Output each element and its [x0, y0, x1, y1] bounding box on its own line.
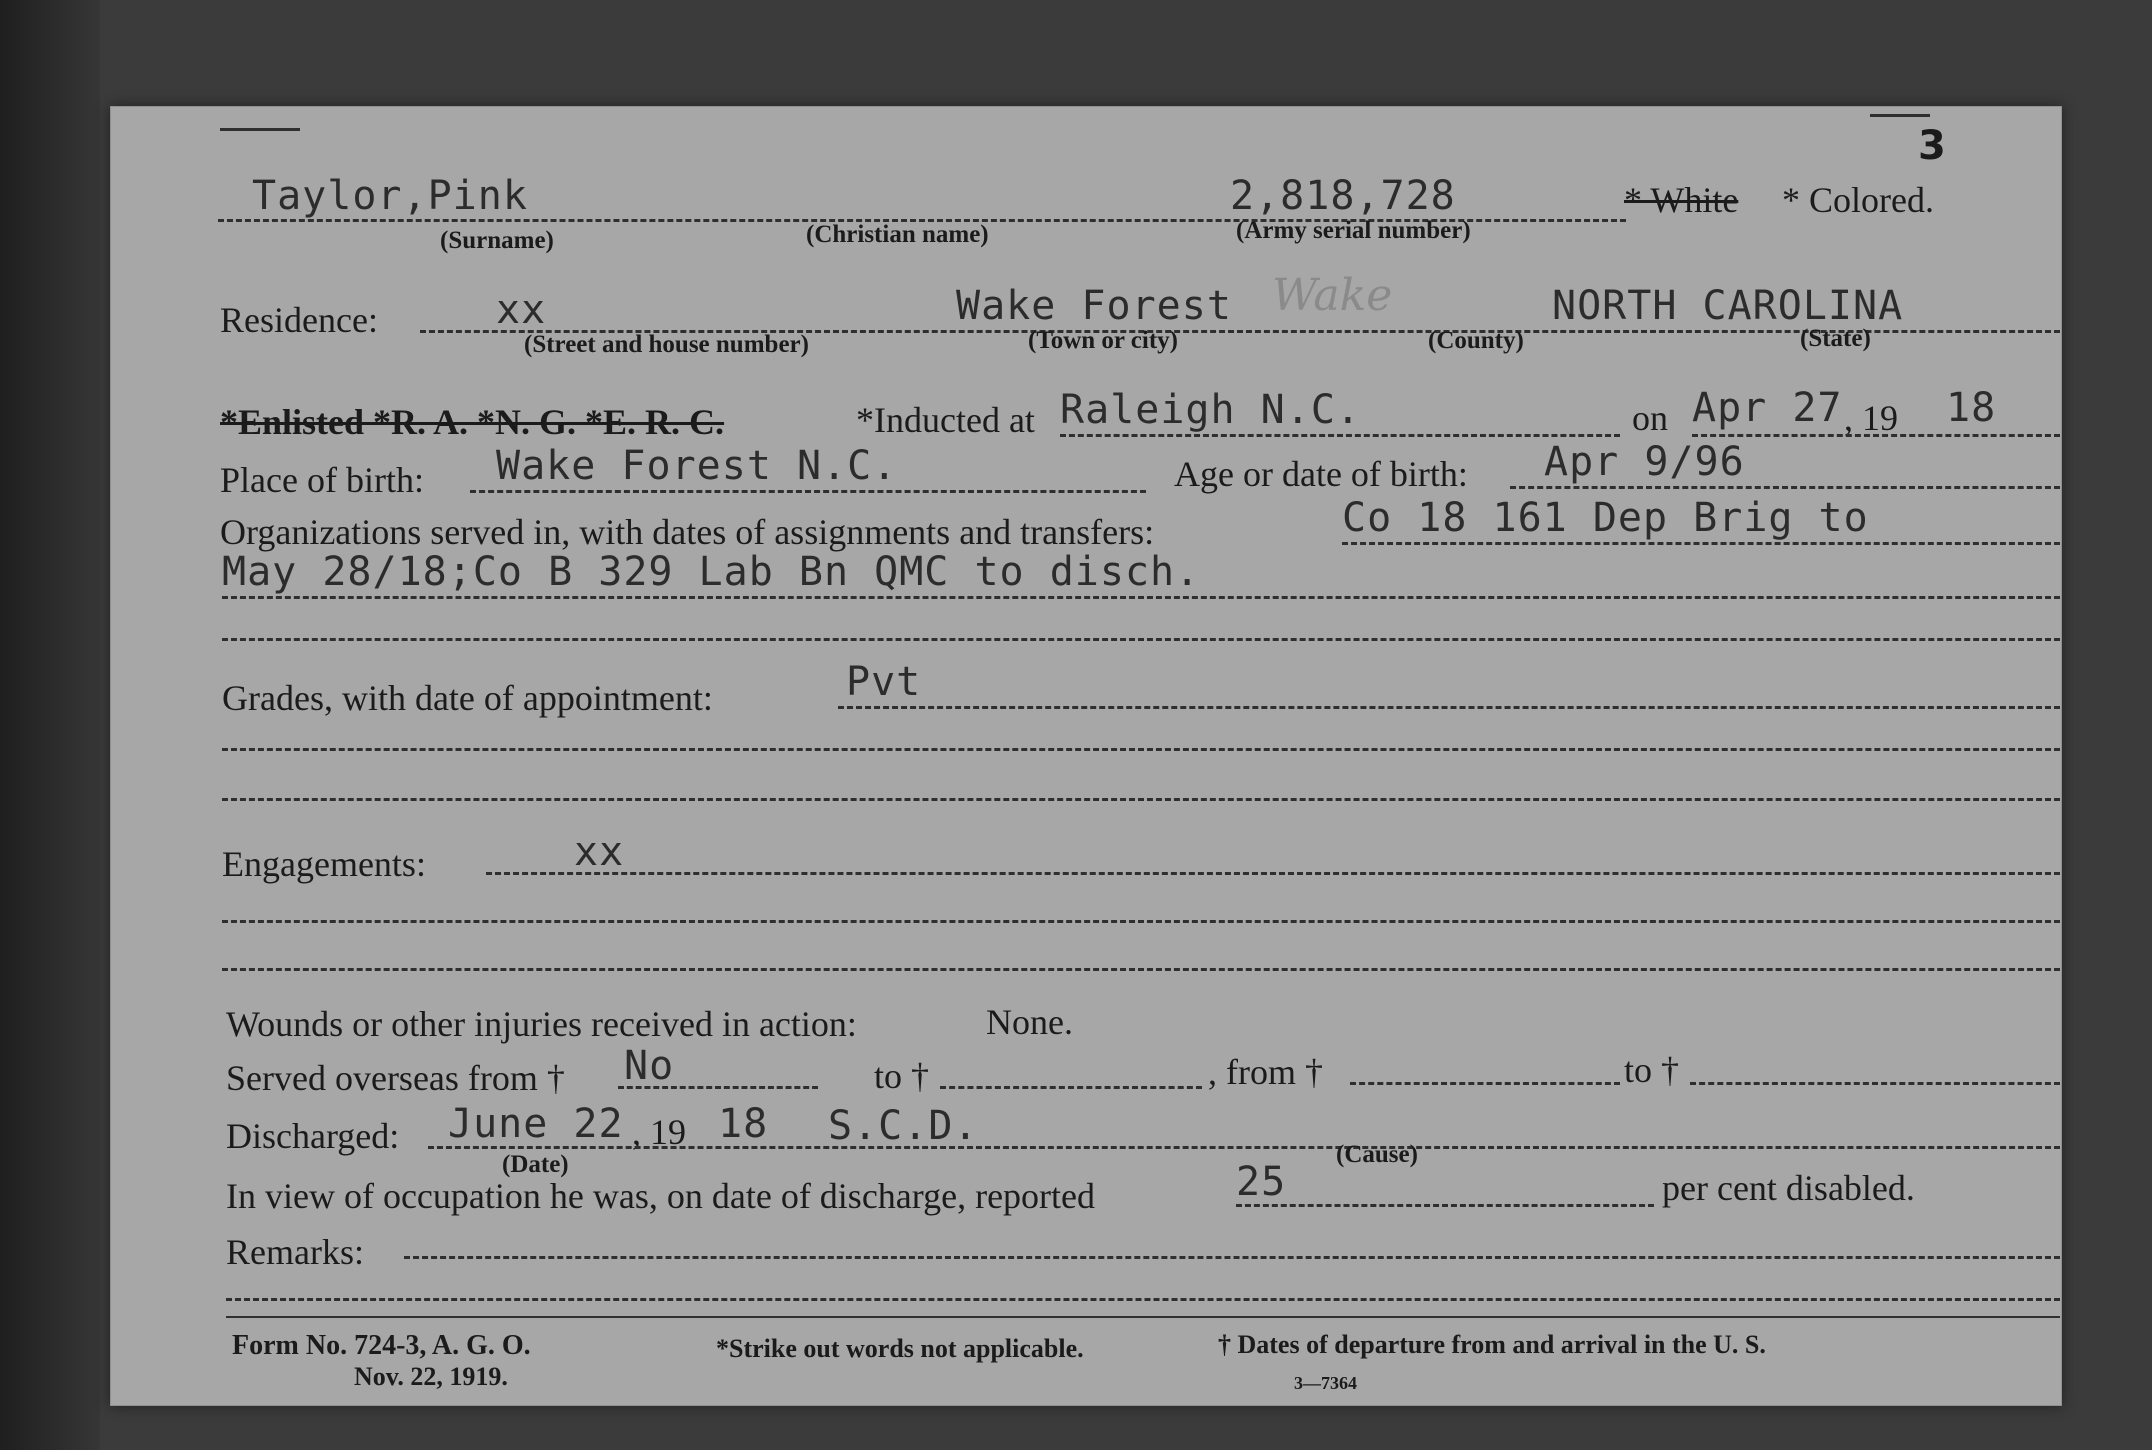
wounds-value: None.	[986, 1002, 1073, 1042]
organizations-line1: Co 18 161 Dep Brig to	[1342, 495, 1869, 541]
engagements-line2	[222, 920, 2060, 923]
inducted-date: Apr 27	[1692, 385, 1843, 431]
overseas-to1-line	[940, 1086, 1202, 1089]
organizations-line1-rule	[1342, 542, 2060, 545]
remarks-line1	[404, 1256, 2060, 1259]
remarks-label: Remarks:	[226, 1232, 364, 1272]
microfilm-border	[0, 0, 100, 1450]
name-value: Taylor,Pink	[252, 173, 528, 219]
birth-date-label: Age or date of birth:	[1174, 454, 1468, 494]
serial-value: 2,818,728	[1230, 173, 1456, 219]
disability-suffix: per cent disabled.	[1662, 1168, 1915, 1208]
overseas-to1-label: to †	[874, 1056, 930, 1096]
organizations-line3-rule	[222, 638, 2060, 641]
enlistment-struck: *Enlisted *R. A. *N. G. *E. R. C.	[220, 402, 725, 442]
discharge-line	[428, 1146, 2060, 1149]
engagements-label: Engagements:	[222, 844, 426, 884]
race-colored: * Colored.	[1782, 180, 1934, 220]
footer-form-date: Nov. 22, 1919.	[354, 1362, 508, 1391]
discharge-year: 18	[718, 1101, 769, 1147]
residence-label: Residence:	[220, 300, 378, 340]
discharge-year-prefix: , 19	[632, 1112, 686, 1152]
disability-line	[1236, 1204, 1654, 1207]
corner-mark-right	[1870, 114, 1930, 117]
footer-print-code: 3—7364	[1294, 1373, 1357, 1393]
overseas-value: No	[624, 1043, 675, 1089]
grades-label: Grades, with date of appointment:	[222, 678, 713, 718]
caption-christian: (Christian name)	[806, 221, 989, 248]
organizations-label: Organizations served in, with dates of assignments and transfers:	[220, 512, 1155, 552]
overseas-label: Served overseas from †	[226, 1058, 565, 1098]
birth-date-value: Apr 9/96	[1544, 439, 1745, 485]
corner-mark-left	[220, 128, 300, 131]
inducted-line	[1060, 434, 1620, 437]
birth-place-label: Place of birth:	[220, 460, 424, 500]
engagements-line1	[486, 872, 2060, 875]
remarks-line2	[226, 1298, 2060, 1301]
caption-street: (Street and house number)	[524, 331, 809, 358]
overseas-to2-line	[1690, 1082, 2060, 1085]
inducted-date-line	[1692, 434, 2060, 437]
grades-line3	[222, 798, 2060, 801]
engagements-line3	[222, 968, 2060, 971]
grades-value: Pvt	[846, 659, 922, 705]
discharge-date: June 22	[448, 1101, 624, 1147]
inducted-year-prefix: , 19	[1844, 398, 1898, 438]
discharged-label: Discharged:	[226, 1116, 400, 1156]
caption-serial: (Army serial number)	[1236, 217, 1471, 244]
footer-form-number: Form No. 724-3, A. G. O.	[232, 1330, 531, 1361]
organizations-line2-rule	[222, 596, 2060, 599]
engagements-value: xx	[574, 829, 625, 875]
caption-cause: (Cause)	[1336, 1141, 1418, 1168]
residence-county-handwritten: Wake	[1272, 270, 1393, 321]
caption-town: (Town or city)	[1028, 327, 1178, 354]
disability-value: 25	[1236, 1159, 1287, 1205]
inducted-year: 18	[1946, 385, 1997, 431]
overseas-from-line	[618, 1086, 818, 1089]
footer-rule	[226, 1316, 2060, 1318]
race-white: * White	[1624, 180, 1739, 220]
inducted-place: Raleigh N.C.	[1060, 387, 1361, 433]
footer-dagger-note: † Dates of departure from and arrival in the U. S.	[1218, 1330, 1766, 1359]
disability-label: In view of occupation he was, on date of discharge, reported	[226, 1176, 1096, 1216]
caption-surname: (Surname)	[440, 227, 554, 254]
grades-line1	[838, 706, 2060, 709]
residence-street: xx	[496, 287, 547, 333]
residence-town: Wake Forest	[956, 283, 1232, 329]
overseas-from2-line	[1350, 1082, 1620, 1085]
wounds-label: Wounds or other injuries received in action:	[226, 1004, 857, 1044]
service-record-card	[110, 106, 2062, 1406]
residence-state: NORTH CAROLINA	[1552, 283, 1904, 329]
birth-place-value: Wake Forest N.C.	[496, 443, 898, 489]
caption-county: (County)	[1428, 327, 1524, 354]
birth-place-line	[470, 490, 1146, 493]
inducted-on-label: on	[1632, 398, 1668, 438]
inducted-label: *Inducted at	[856, 400, 1035, 440]
discharge-cause: S.C.D.	[828, 1103, 979, 1149]
footer-strike-note: *Strike out words not applicable.	[716, 1334, 1084, 1363]
organizations-line2: May 28/18;Co B 329 Lab Bn QMC to disch.	[222, 549, 1201, 595]
caption-date: (Date)	[502, 1151, 569, 1178]
overseas-from2-label: , from †	[1208, 1052, 1323, 1092]
grades-line2	[222, 748, 2060, 751]
card-number: 3	[1918, 123, 1946, 169]
caption-state: (State)	[1800, 325, 1871, 352]
birth-date-line	[1510, 486, 2060, 489]
overseas-to2-label: to †	[1624, 1050, 1680, 1090]
